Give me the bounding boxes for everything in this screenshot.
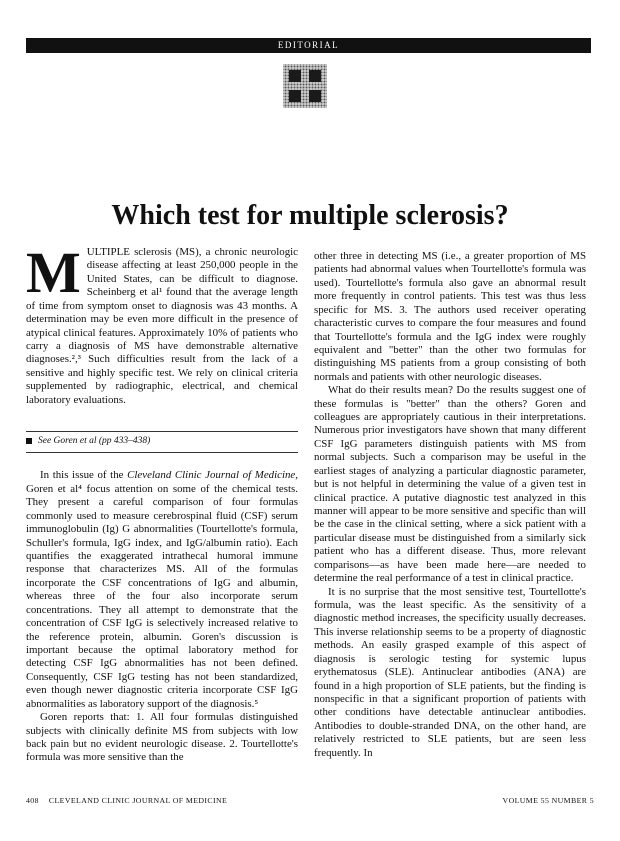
page-number: 408 bbox=[26, 796, 39, 805]
body-paragraph: It is no surprise that the most sensitive test, Tourtellotte's formula, was the least specific. As the sensitivity of a diagnostic method increases, the specificity usually decreases. This inverse relationship seems to be a property of diagnostic methods. An easily grasped example of this aspect of diagnosis is serologic testing for systemic lupus erythematosus (SLE). Antinuclear antibodies (ANA) are found in a high proportion of SLE patients, but the finding is nonspecific in that a significant proportion of patients with other conditions have detectable antinuclear antibodies. Antibodies to double-stranded DNA, on the other hand, are relatively restricted to SLE patients, but are seen less frequently. In bbox=[314, 585, 586, 759]
left-column bbox=[26, 240, 298, 765]
body-text: Goren et al⁴ focus attention on some of the chemical tests. They present a careful comparison of four formulas commonly used to measure cerebrospinal fluid (CSF) serum immunoglobulin (Ig) G abnormalities (Tourtellotte's formula, Schuller's formula, IgG index, and IgG/albumin ratio). Each quantifies the exaggerated intrathecal humoral immune response that characterizes MS. All of the formulas incorporate the CSF concentrations of IgG and albumin, whereas three of the four also incorporate serum concentrations. They all attempt to demonstrate that the concentration of CSF IgG is selectively increased relative to the reference protein, albumin. Goren's discussion is important because the optimal laboratory method for detecting CSF IgG abnormalities has not been defined. Consequently, CSF IgG testing has not been standardized, even though newer diagnostic criteria incorporate CSF IgG abnormalities as laboratory support of the diagnosis.⁵ bbox=[26, 482, 298, 710]
body-paragraph: other three in detecting MS (i.e., a greater proportion of MS patients had abnormal values when Tourtellotte's formula was used). Tourtellotte's formula also gave an abnormal result more frequently in control patients. This test was thus less specific for MS. 3. The authors used receiver operating characteristic curves to compare the four measures and found that Tourtellotte's formula and the IgG index were roughly equivalent and "better" than the other two formulas for distinguishing MS patients from a group consisting of both normals and patients with other neurologic diseases. bbox=[314, 250, 586, 383]
square-bullet-icon bbox=[26, 438, 32, 444]
cross-reference-text: See Goren et al (pp 433–438) bbox=[38, 436, 151, 447]
body-text: In this issue of the bbox=[40, 469, 128, 482]
right-column bbox=[314, 250, 586, 760]
body-paragraph bbox=[26, 469, 298, 711]
article-title: Which test for multiple sclerosis? bbox=[111, 200, 509, 231]
intro-text: ULTIPLE sclerosis (MS), a chronic neurologic disease affecting at least 250,000 people in the United States, can be difficult to diagnose. Scheinberg et al¹ found that the average length of time from symptom onset to diagnosis was 43 months. A determination may be even more difficult in the presence of atypical clinical features. Approximately 10% of patients who carry a diagnosis of MS have demonstrable alternative diagnoses.²,³ Such difficulties result from the lack of a sensitive and highly specific test. We rely on clinical criteria supplemented by radiographic, electrical, and chemical laboratory evaluations. bbox=[26, 246, 298, 406]
journal-footer-name: CLEVELAND CLINIC JOURNAL OF MEDICINE bbox=[48, 796, 228, 805]
page-footer-left bbox=[26, 796, 227, 805]
journal-name: Cleveland Clinic Journal of Medicine, bbox=[127, 469, 298, 482]
journal-logo-icon bbox=[281, 62, 329, 110]
intro-paragraph bbox=[26, 240, 298, 407]
drop-cap: M bbox=[26, 240, 81, 305]
body-paragraph: What do their results mean? Do the results suggest one of these formulas is "better" than the others? Goren and colleagues are appropriately cautious in their interpretations. Numerous prior investigators have shown that many different CSF IgG parameters distinguish patients with MS from normal subjects. Such a comparison may be useful in the earliest stages of analyzing a particular diagnostic parameter, but is not helpful in determining the value of a given test in clinical practice. A putative diagnostic test analyzed in this manner will appear to be more sensitive and specific than will be the case in the clinical setting, where a sick patient with a particular disease must be distinguished from a similarly sick patient who has a different disease. Thus, more relevant comparisons—as have been made here—are needed to determine the real performance of a test in clinical practice. bbox=[314, 384, 586, 585]
cross-reference-note bbox=[26, 431, 298, 453]
volume-label: VOLUME 55 NUMBER 5 bbox=[502, 796, 594, 805]
body-paragraph: Goren reports that: 1. All four formulas distinguished subjects with clinically definite MS from subjects with low back pain but no evident neurologic disease. 2. Tourtellotte's formula was more sensitive than the bbox=[26, 711, 298, 764]
section-banner: EDITORIAL bbox=[26, 38, 591, 53]
